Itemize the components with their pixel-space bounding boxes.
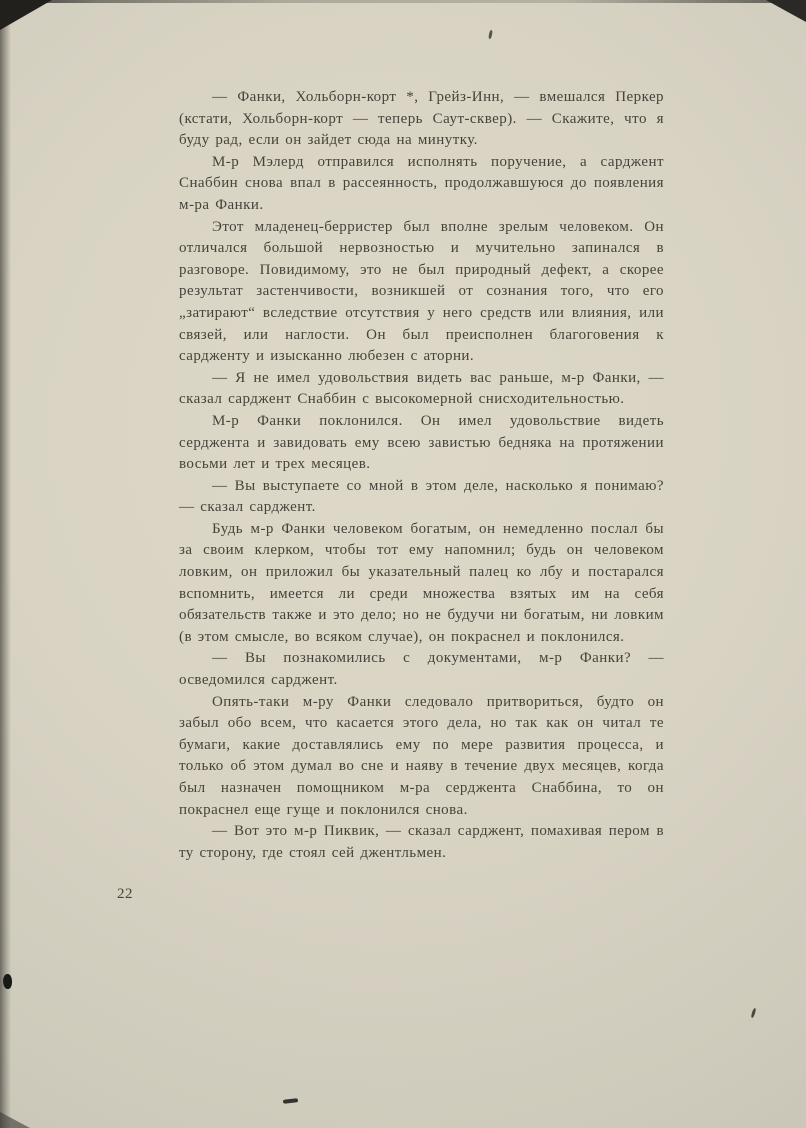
scan-artifact-corner-top-right	[766, 0, 806, 22]
scan-artifact-speck-right	[751, 1008, 757, 1018]
scan-artifact-speck-bottom	[283, 1098, 298, 1104]
paragraph: — Вот это м-р Пиквик, — сказал сарджент, помахивая пером в ту сторону, где стоял сей джентльмен.	[179, 823, 664, 861]
scan-artifact-speck-top	[488, 30, 493, 39]
text-block	[179, 87, 664, 864]
page-number: 22	[117, 886, 133, 902]
paragraph: — Вы выступаете со мной в этом деле, насколько я понимаю? — сказал сарджент.	[179, 477, 664, 516]
paragraph: Этот младенец-берристер был вполне зрелым человеком. Он отличался большой нервозностью и мучительно запинался в разговоре. Повидимому, это не был природный дефект, а скорее результат застенчивости, возникшей от сознания того, что его „затирают“ вследствие отсутствия у него средств или влияния, или связей, или наглости. Он был преисполнен благоговения к сардженту и изысканно любезен с аторни.	[179, 218, 664, 365]
scan-artifact-top-edge	[0, 0, 806, 3]
paragraph: — Фанки, Хольборн-корт *, Грейз-Инн, — вмешался Перкер (кстати, Хольборн-корт — теперь Саут-сквер). — Скажите, что я буду рад, если он зайдет сюда на минутку.	[179, 89, 664, 149]
scan-artifact-corner-bottom-left	[0, 1112, 30, 1128]
scan-artifact-corner-top-left	[0, 0, 52, 30]
scan-artifact-speck-left	[3, 974, 12, 989]
paragraph: М-р Фанки поклонился. Он имел удовольствие видеть серджента и завидовать ему всею завистью бедняка на протяжении восьми лет и трех месяцев.	[179, 412, 664, 473]
scan-artifact-left-edge	[0, 0, 11, 1128]
paragraph: Будь м-р Фанки человеком богатым, он немедленно послал бы за своим клерком, чтобы тот ему напомнил; будь он человеком ловким, он приложил бы указательный палец ко лбу и постарался вспомнить, имеется ли среди множества взятых им на себя обязательств также и это дело; но не будучи ни богатым, ни ловким (в этом смысле, во всяком случае), он покраснел и поклонился.	[179, 520, 664, 645]
paragraph: Опять-таки м-ру Фанки следовало притвориться, будто он забыл обо всем, что касается этого дела, но так как он читал те бумаги, какие доставлялись ему по мере развития процесса, и только об этом думал во сне и наяву в течение двух месяцев, когда был назначен помощником м-ра серджента Снаббина, то он покраснел еще гуще и поклонился снова.	[179, 693, 664, 818]
paragraph: — Вы познакомились с документами, м-р Фанки? — осведомился сарджент.	[179, 650, 664, 689]
paragraph: М-р Мэлерд отправился исполнять поручение, а сарджент Снаббин снова впал в рассеянность, продолжавшуюся до появления м-ра Фанки.	[179, 153, 664, 213]
paragraph: — Я не имел удовольствия видеть вас раньше, м-р Фанки, — сказал сарджент Снаббин с высокомерной снисходительностью.	[179, 369, 664, 408]
